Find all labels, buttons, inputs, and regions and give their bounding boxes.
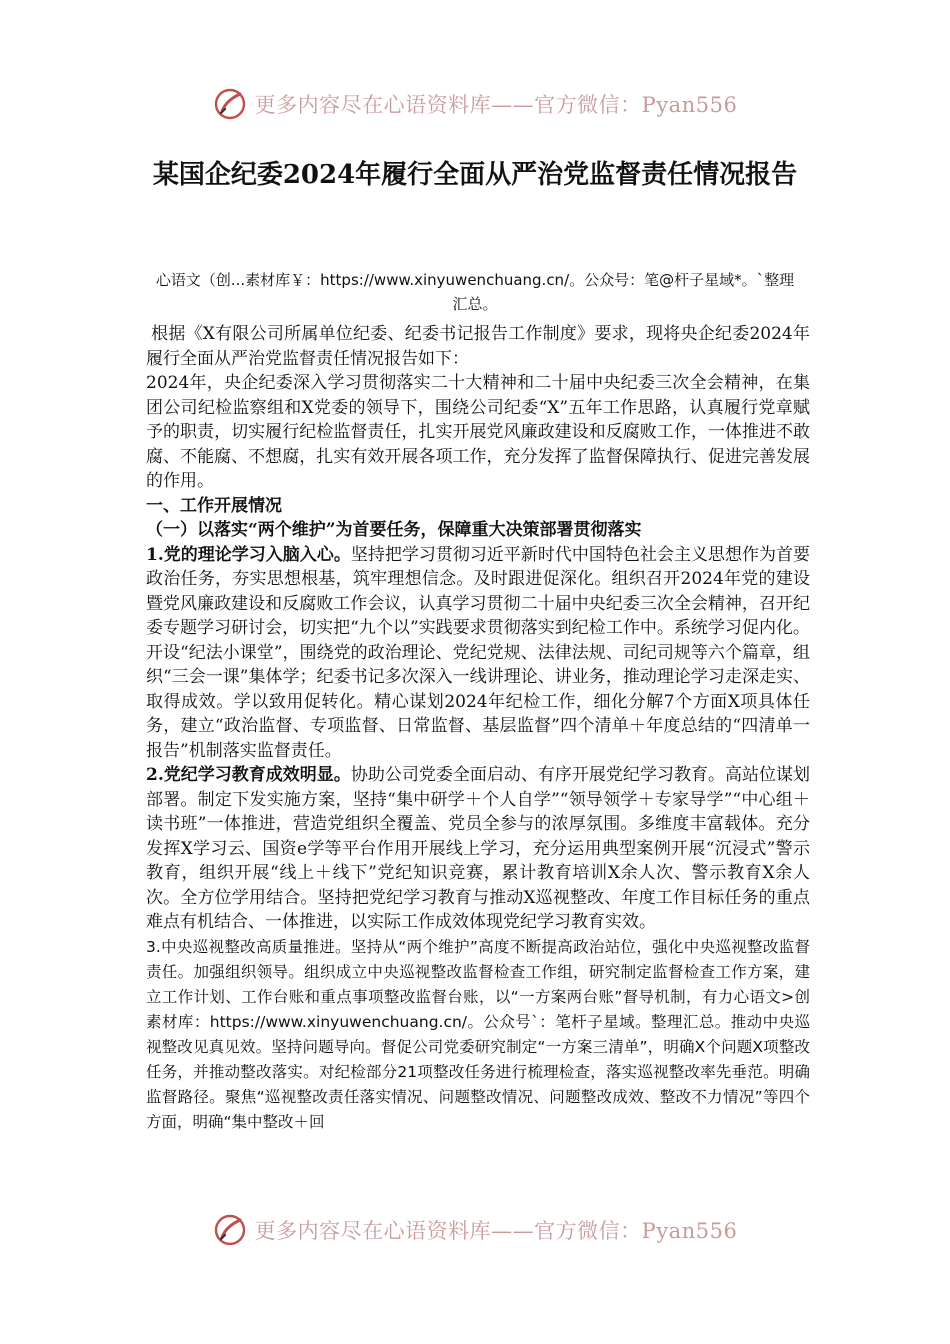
item-3-text: 坚持从“两个维护”高度不断提高政治站位，强化中央巡视整改监督责任。加强组织领导。组织成立中央巡视整改监督检查工作组，研究制定监督检查工作方案，建立工作计划、工作台账和重点事项整改监督台账，以“一方案两台账”督导机制，有力心语文>创素材库：https://www.xinyuwenchuang.cn/。公众号`：笔杆子星域。整理汇总。推动中央巡视整改见真见效。坚持问题导向。督促公司党委研究制定“一方案三清单”，明确X个问题X项整改任务，并推动整改落实。对纪检部分21项整改任务进行梳理检查，落实巡视整改率先垂范。明确监督路径。聚焦“巡视整改责任落实情况、问题整改情况、问题整改成效、整改不力情况”等四个方面，明确“集中整改＋回 xyxy=(146,937,810,1131)
banner-text: 更多内容尽在心语资料库——官方微信：Pyan556 xyxy=(254,93,738,117)
brush-logo-icon xyxy=(213,1213,247,1247)
item-2-text: 协助公司党委全面启动、有序开展党纪学习教育。高站位谋划部署。制定下发实施方案，坚持“集中研学＋个人自学”“领导领学＋专家导学”“中心组＋读书班”一体推进，营造党组织全覆盖、党员全参与的浓厚氛围。多维度丰富载体。充分发挥X学习云、国资e学等平台作用开展线上学习，充分运用典型案例开展“沉浸式”警示教育，组织开展“线上＋线下”党纪知识竞赛，累计教育培训X余人次、警示教育X余人次。全方位学用结合。坚持把党纪学习教育与推动X巡视整改、年度工作目标任务的重点难点有机结合、一体推进，以实际工作成效体现党纪学习教育实效。 xyxy=(146,765,810,932)
header-banner xyxy=(0,82,950,126)
item-3-paragraph xyxy=(146,935,810,1135)
item-3-lead: 3.中央巡视整改高质量推进。 xyxy=(146,937,351,956)
overview-paragraph: 2024年，央企纪委深入学习贯彻落实二十大精神和二十届中央纪委三次全会精神，在集团公司纪检监察组和X党委的领导下，围绕公司纪委“X”五年工作思路，认真履行党章赋予的职责，切实履行纪检监督责任，扎实开展党风廉政建设和反腐败工作，一体推进不敢腐、不能腐、不想腐，扎实有效开展各项工作，充分发挥了监督保障执行、促进完善发展的作用。 xyxy=(146,373,810,491)
source-line: 心语文（创...素材库￥：https://www.xinyuwenchuang.cn/。公众号：笔@杆子星域*。`整理汇总。 xyxy=(155,271,795,313)
subsection-heading: （一）以落实“两个维护”为首要任务，保障重大决策部署贯彻落实 xyxy=(146,520,642,540)
document-title: 某国企纪委2024年履行全面从严治党监督责任情况报告 xyxy=(152,160,798,190)
item-2-lead: 2.党纪学习教育成效明显。 xyxy=(146,765,351,785)
item-1-text: 坚持把学习贯彻习近平新时代中国特色社会主义思想作为首要政治任务，夯实思想根基，筑牢理想信念。及时跟进促深化。组织召开2024年党的建设暨党风廉政建设和反腐败工作会议，认真学习贯彻二十届中央纪委三次全会精神，召开纪委专题学习研讨会，切实把“九个以”实践要求贯彻落实到纪检工作中。系统学习促内化。开设“纪法小课堂”，围绕党的政治理论、党纪党规、法律法规、司纪司规等六个篇章，组织“三会一课”集体学；纪委书记多次深入一线讲理论、讲业务，推动理论学习走深走实、取得成效。学以致用促转化。精心谋划2024年纪检工作，细化分解7个方面X项具体任务，建立“政治监督、专项监督、日常监督、基层监督”四个清单＋年度总结的“四清单一报告”机制落实监督责任。 xyxy=(146,544,810,761)
item-1-paragraph xyxy=(146,543,810,764)
section-heading: 一、工作开展情况 xyxy=(146,495,282,516)
footer-banner xyxy=(0,1208,950,1252)
intro-paragraph: 根据《X有限公司所属单位纪委、纪委书记报告工作制度》要求，现将央企纪委2024年履行全面从严治党监督责任情况报告如下： xyxy=(146,324,810,369)
item-2-paragraph xyxy=(146,763,810,935)
item-1-lead: 1.党的理论学习入脑入心。 xyxy=(146,544,351,565)
banner-text: 更多内容尽在心语资料库——官方微信：Pyan556 xyxy=(254,1219,738,1243)
brush-logo-icon xyxy=(213,87,247,121)
document-body xyxy=(146,322,810,1135)
